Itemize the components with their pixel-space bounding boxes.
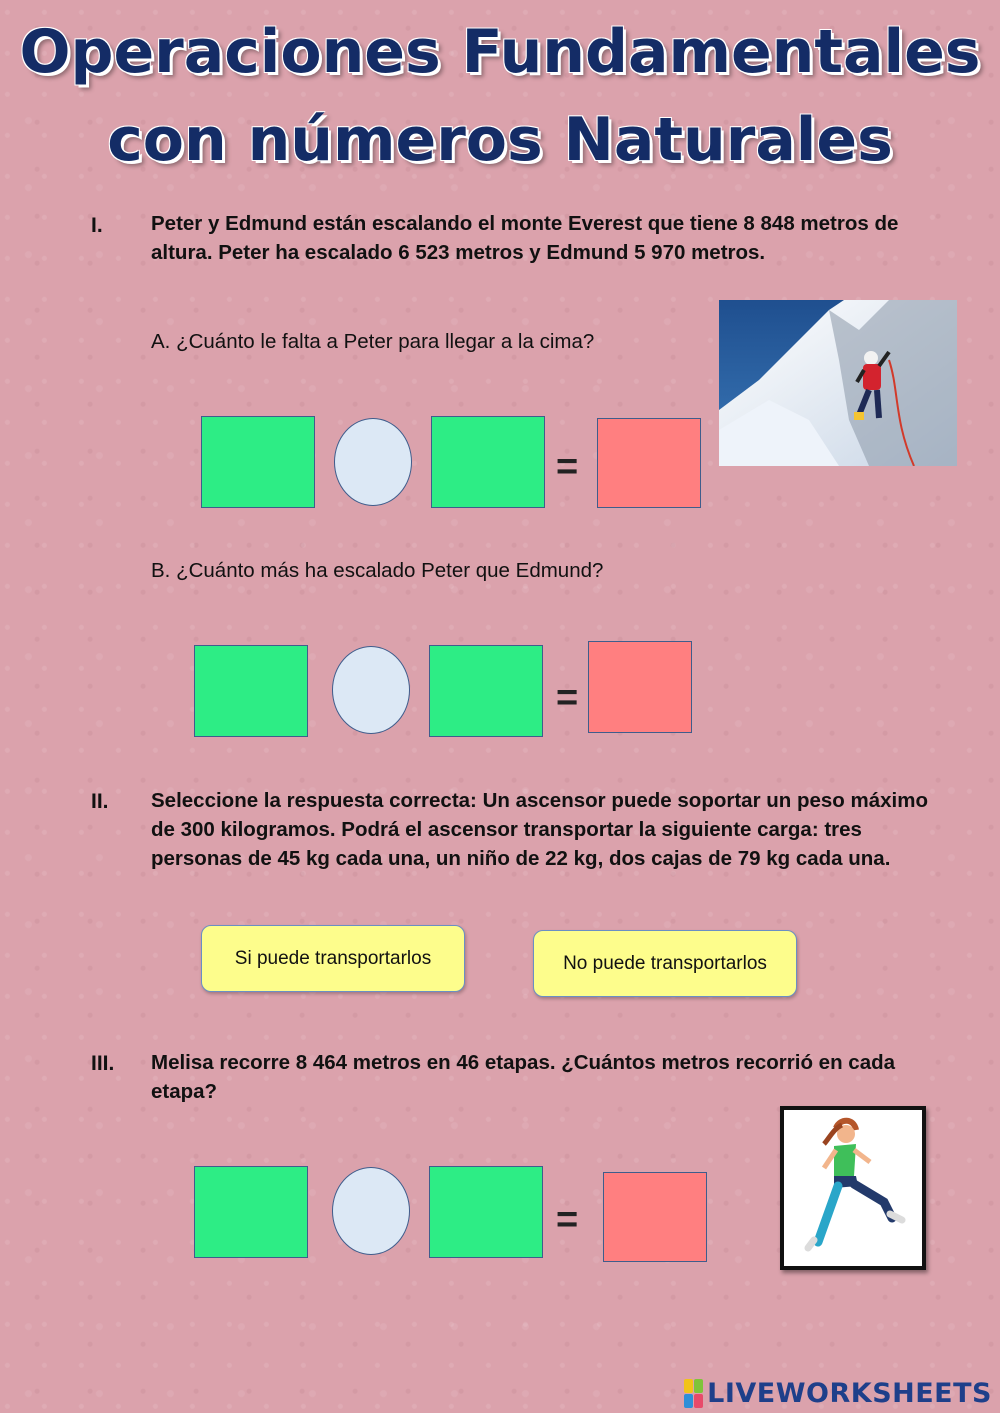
page-title-line-1: Operaciones Fundamentales [19,17,981,87]
choice-no-puede-button[interactable]: No puede transportarlos [533,930,797,997]
equation-b-equals: = [556,677,579,719]
equation-a-result-box[interactable] [597,418,701,508]
equation-c-equals: = [556,1199,579,1241]
choice-si-puede-button[interactable]: Si puede transportarlos [201,925,465,992]
equation-b-operand-1-box[interactable] [194,645,308,737]
question-a: A. ¿Cuánto le falta a Peter para llegar a la cima? [151,330,595,353]
section-1-numeral: I. [91,214,103,237]
section-2-text: Seleccione la respuesta correcta: Un ascensor puede soportar un peso máximo de 300 kilogramos. Podrá el ascensor transportar la siguiente carga: tres personas de 45 kg cada una, un niño de 22 kg, dos cajas de 79 kg cada una. [151,789,928,870]
section-3-text: Melisa recorre 8 464 metros en 46 etapas. ¿Cuántos metros recorrió en cada etapa? [151,1051,896,1103]
equation-b-result-box[interactable] [588,641,692,733]
liveworksheets-logo-icon [684,1379,703,1408]
mountain-climber-photo [719,300,957,466]
equation-a-operand-2-box[interactable] [431,416,545,508]
liveworksheets-brand[interactable] [684,1378,992,1409]
equation-a-operand-1-box[interactable] [201,416,315,508]
page-title-line-2: con números Naturales [107,105,893,175]
equation-c-operand-2-box[interactable] [429,1166,543,1258]
equation-c-operator-circle[interactable] [332,1167,410,1255]
question-b: B. ¿Cuánto más ha escalado Peter que Edmund? [151,559,604,582]
section-3-numeral: III. [91,1052,115,1075]
equation-a-equals: = [556,446,579,488]
runner-icon [784,1110,922,1266]
equation-b-operand-2-box[interactable] [429,645,543,737]
section-1-text: Peter y Edmund están escalando el monte Everest que tiene 8 848 metros de altura. Peter ha escalado 6 523 metros y Edmund 5 970 metros. [151,212,899,264]
equation-a-operator-circle[interactable] [334,418,412,506]
section-2-numeral: II. [91,790,109,813]
equation-c-result-box[interactable] [603,1172,707,1262]
equation-b-operator-circle[interactable] [332,646,410,734]
mountain-climber-icon [719,300,957,466]
equation-c-operand-1-box[interactable] [194,1166,308,1258]
running-woman-illustration [780,1106,926,1270]
liveworksheets-brand-text: LIVEWORKSHEETS [707,1378,992,1409]
